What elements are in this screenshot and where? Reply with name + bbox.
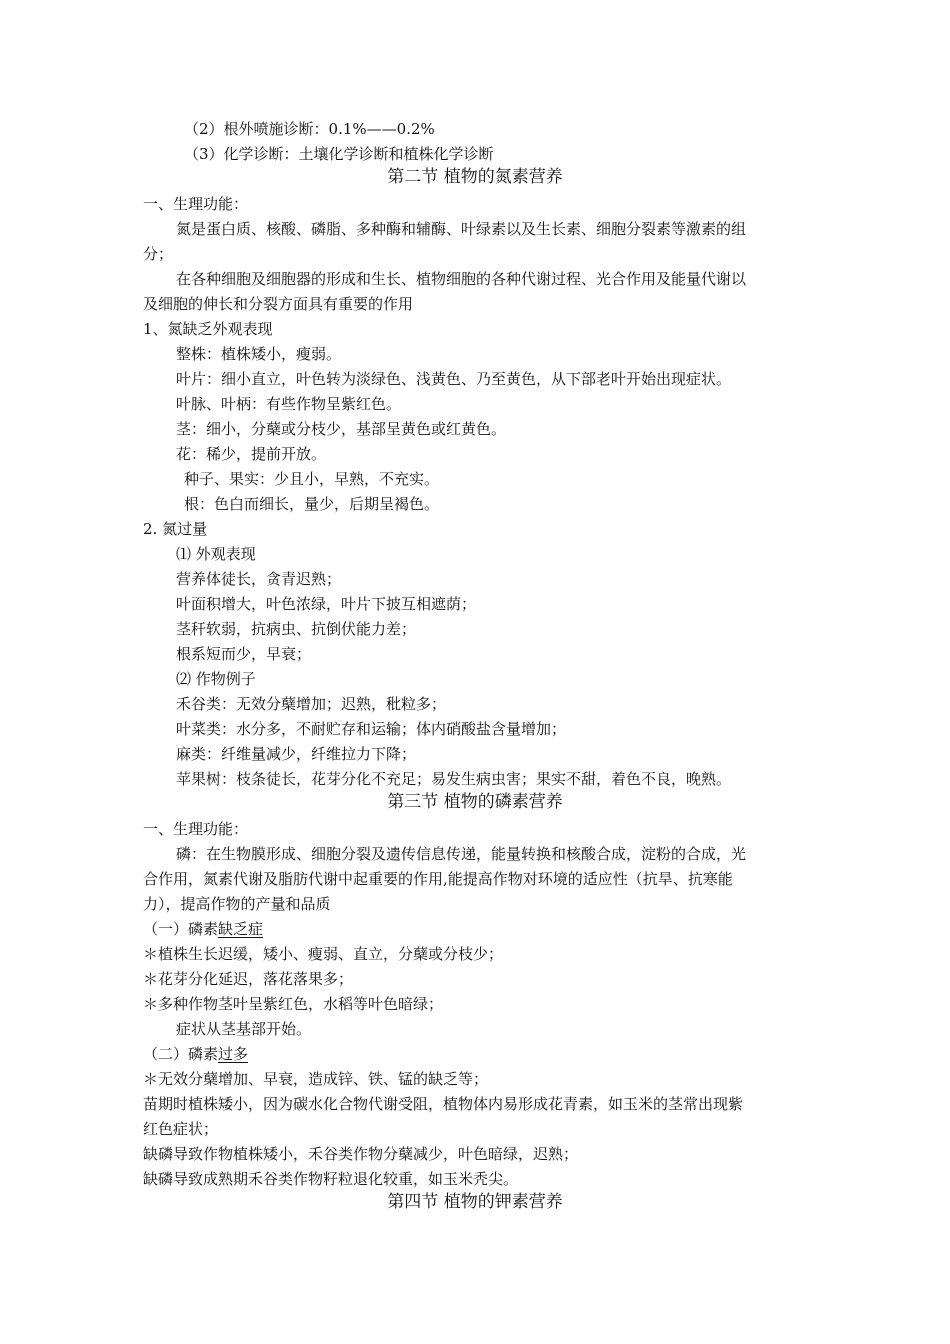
nitrogen-def-item: 茎：细小，分蘖或分枝少，基部呈黄色或红黄色。 [176, 420, 507, 438]
nitrogen-def-item: 根：色白而细长，量少，后期呈褐色。 [184, 495, 440, 513]
nitrogen-crop-example: 麻类：纤维量减少，纤维拉力下降； [176, 745, 417, 763]
section-title-nitrogen: 第二节 植物的氮素营养 [387, 167, 563, 187]
phosphorus-excess-p1a: 苗期时植株矮小，因为碳水化合物代谢受阻，植物体内易形成花青素，如玉米的茎常出现紫 [143, 1095, 744, 1113]
heading-underlined: 缺乏症 [218, 920, 264, 938]
nitrogen-crop-example: 叶菜类：水分多，不耐贮存和运输；体内硝酸盐含量增加； [176, 720, 567, 738]
nitrogen-crop-example: 苹果树：枝条徒长，花芽分化不充足；易发生病虫害；果实不甜，着色不良，晚熟。 [176, 770, 732, 788]
phosphorus-excess-p1b: 红色症状； [143, 1120, 219, 1138]
nitrogen-excess-item: 叶面积增大，叶色浓绿，叶片下披互相遮荫； [176, 595, 477, 613]
nitrogen-excess-sub1: ⑴ 外观表现 [176, 545, 256, 563]
heading-underlined: 过多 [218, 1045, 249, 1063]
phosphorus-function-p1a: 磷：在生物膜形成、细胞分裂及遗传信息传递，能量转换和核酸合成，淀粉的合成，光 [176, 845, 747, 863]
nitrogen-def-item: 种子、果实：少且小，早熟，不充实。 [184, 470, 440, 488]
nitrogen-function-heading: 一、生理功能： [143, 195, 249, 213]
section-title-phosphorus: 第三节 植物的磷素营养 [387, 792, 563, 812]
phosphorus-function-p1b: 合作用，氮素代谢及脂肪代谢中起重要的作用,能提高作物对环境的适应性（抗旱、抗寒能 [143, 870, 733, 888]
nitrogen-def-item: 叶脉、叶柄：有些作物呈紫红色。 [176, 395, 402, 413]
intro-line-2: （3）化学诊断：土壤化学诊断和植株化学诊断 [184, 145, 494, 163]
phosphorus-function-heading: 一、生理功能： [143, 820, 249, 838]
nitrogen-function-p2b: 及细胞的伸长和分裂方面具有重要的作用 [143, 295, 414, 313]
phosphorus-def-item: ＊多种作物茎叶呈紫红色，水稻等叶色暗绿； [143, 995, 444, 1013]
nitrogen-def-item: 花：稀少，提前开放。 [176, 445, 327, 463]
phosphorus-def-item: ＊植株生长迟缓，矮小、瘦弱、直立，分蘖或分枝少； [143, 945, 504, 963]
phosphorus-excess-p3: 缺磷导致成熟期禾谷类作物籽粒退化较重，如玉米秃尖。 [143, 1170, 519, 1188]
nitrogen-excess-heading: 2. 氮过量 [143, 520, 208, 538]
nitrogen-excess-item: 茎秆软弱，抗病虫、抗倒伏能力差； [176, 620, 417, 638]
nitrogen-excess-item: 根系短而少，早衰； [176, 645, 312, 663]
nitrogen-function-p1b: 分； [143, 245, 174, 263]
phosphorus-excess-heading [143, 1044, 248, 1064]
phosphorus-def-note: 症状从茎基部开始。 [176, 1020, 312, 1038]
phosphorus-def-item: ＊花芽分化延迟，落花落果多； [143, 970, 354, 988]
section-title-potassium: 第四节 植物的钾素营养 [387, 1192, 563, 1212]
nitrogen-excess-sub2: ⑵ 作物例子 [176, 670, 256, 688]
nitrogen-excess-item: 营养体徒长，贪青迟熟； [176, 570, 342, 588]
nitrogen-crop-example: 禾谷类：无效分蘖增加；迟熟，秕粒多； [176, 695, 447, 713]
intro-line-1: （2）根外喷施诊断：0.1%——0.2% [184, 120, 435, 138]
nitrogen-function-p2a: 在各种细胞及细胞器的形成和生长、植物细胞的各种代谢过程、光合作用及能量代谢以 [176, 270, 747, 288]
nitrogen-function-p1a: 氮是蛋白质、核酸、磷脂、多种酶和辅酶、叶绿素以及生长素、细胞分裂素等激素的组 [176, 220, 747, 238]
phosphorus-excess-p2: 缺磷导致作物植株矮小，禾谷类作物分蘖减少，叶色暗绿，迟熟； [143, 1145, 579, 1163]
nitrogen-def-item: 叶片：细小直立，叶色转为淡绿色、浅黄色、乃至黄色，从下部老叶开始出现症状。 [176, 370, 732, 388]
nitrogen-def-item: 整株：植株矮小，瘦弱。 [176, 345, 342, 363]
heading-prefix: （一）磷素 [143, 920, 219, 938]
phosphorus-function-p1c: 力），提高作物的产量和品质 [143, 895, 331, 913]
phosphorus-excess-item: ＊无效分蘖增加、早衰，造成锌、铁、锰的缺乏等； [143, 1070, 489, 1088]
nitrogen-deficiency-heading: 1、氮缺乏外观表现 [143, 320, 273, 338]
phosphorus-deficiency-heading [143, 919, 263, 939]
heading-prefix: （二）磷素 [143, 1045, 219, 1063]
